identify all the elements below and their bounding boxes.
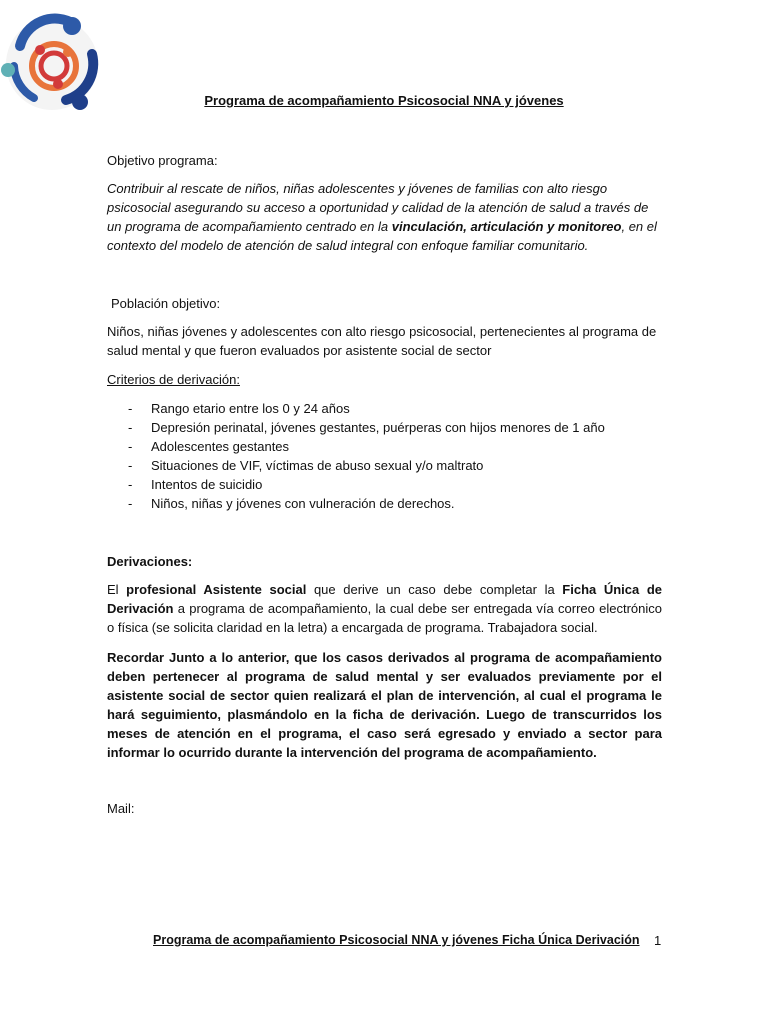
population-text: Niños, niñas jóvenes y adolescentes con alto riesgo psicosocial, pertenecientes al programa de salud mental y que fueron evaluados por asistente social de sector bbox=[107, 324, 657, 358]
dash-bullet: - bbox=[128, 420, 133, 435]
reminder-text: Recordar Junto a lo anterior, que los casos derivados al programa de acompañamiento deben pertenecer al programa de salud mental y ser evaluados previamente por el asistente social de sector quien realizará el plan de intervención, al cual el programa le hará seguimiento, plasmándolo en la ficha de derivación. Luego de transcurridos los meses de atención en el programa, el caso será egresado y enviado a sector para informar lo ocurrido durante la intervención del programa de acompañamiento. bbox=[107, 650, 662, 760]
list-item bbox=[128, 418, 605, 437]
derivations-text-a: El bbox=[107, 582, 127, 597]
dash-bullet: - bbox=[128, 458, 133, 473]
criteria-item: Rango etario entre los 0 y 24 años bbox=[151, 401, 350, 416]
derivations-text-c: que derive un caso debe completar la bbox=[306, 582, 563, 597]
criteria-item: Depresión perinatal, jóvenes gestantes, puérperas con hijos menores de 1 año bbox=[151, 420, 605, 435]
dash-bullet: - bbox=[128, 496, 133, 511]
objective-text bbox=[107, 179, 662, 255]
page-title: Programa de acompañamiento Psicosocial NNA y jóvenes bbox=[204, 93, 564, 108]
derivations-text bbox=[107, 580, 662, 637]
derivations-text-e: a programa de acompañamiento, la cual debe ser entregada vía correo electrónico o física (se solicita claridad en la letra) a encargada de programa. Trabajadora social. bbox=[107, 601, 662, 635]
derivations-bold-ficha: Ficha Única de Derivación bbox=[107, 582, 663, 616]
criteria-item: Situaciones de VIF, víctimas de abuso sexual y/o maltrato bbox=[151, 458, 484, 473]
dash-bullet: - bbox=[128, 477, 133, 492]
list-item bbox=[128, 475, 605, 494]
derivations-bold-professional: profesional Asistente social bbox=[126, 582, 307, 597]
criteria-item: Adolescentes gestantes bbox=[151, 439, 290, 454]
objective-text-2: , en el contexto del modelo de atención de salud integral con enfoque familiar comunitario. bbox=[107, 219, 657, 253]
criteria-list bbox=[128, 399, 605, 513]
population-label: Población objetivo: bbox=[111, 296, 221, 311]
footer-text: Programa de acompañamiento Psicosocial NNA y jóvenes Ficha Única Derivación bbox=[153, 933, 640, 947]
dash-bullet: - bbox=[128, 439, 133, 454]
objective-label: Objetivo programa: bbox=[107, 153, 218, 168]
criteria-label: Criterios de derivación: bbox=[107, 372, 240, 387]
derivations-label: Derivaciones: bbox=[107, 554, 193, 569]
objective-bold: vinculación, articulación y monitoreo bbox=[391, 219, 622, 234]
list-item bbox=[128, 494, 605, 513]
list-item bbox=[128, 437, 605, 456]
page-number: 1 bbox=[654, 933, 662, 948]
objective-text-1: Contribuir al rescate de niños, niñas adolescentes y jóvenes de familias con alto riesgo psicosocial asegurando su acceso a oportunidad y calidad de la atención de salud a través de un programa de acompañamiento centrado en la bbox=[107, 181, 649, 234]
criteria-item: Intentos de suicidio bbox=[151, 477, 263, 492]
list-item bbox=[128, 456, 605, 475]
criteria-item: Niños, niñas y jóvenes con vulneración de derechos. bbox=[151, 496, 455, 511]
mail-label: Mail: bbox=[107, 801, 135, 816]
dash-bullet: - bbox=[128, 401, 133, 416]
list-item bbox=[128, 399, 605, 418]
